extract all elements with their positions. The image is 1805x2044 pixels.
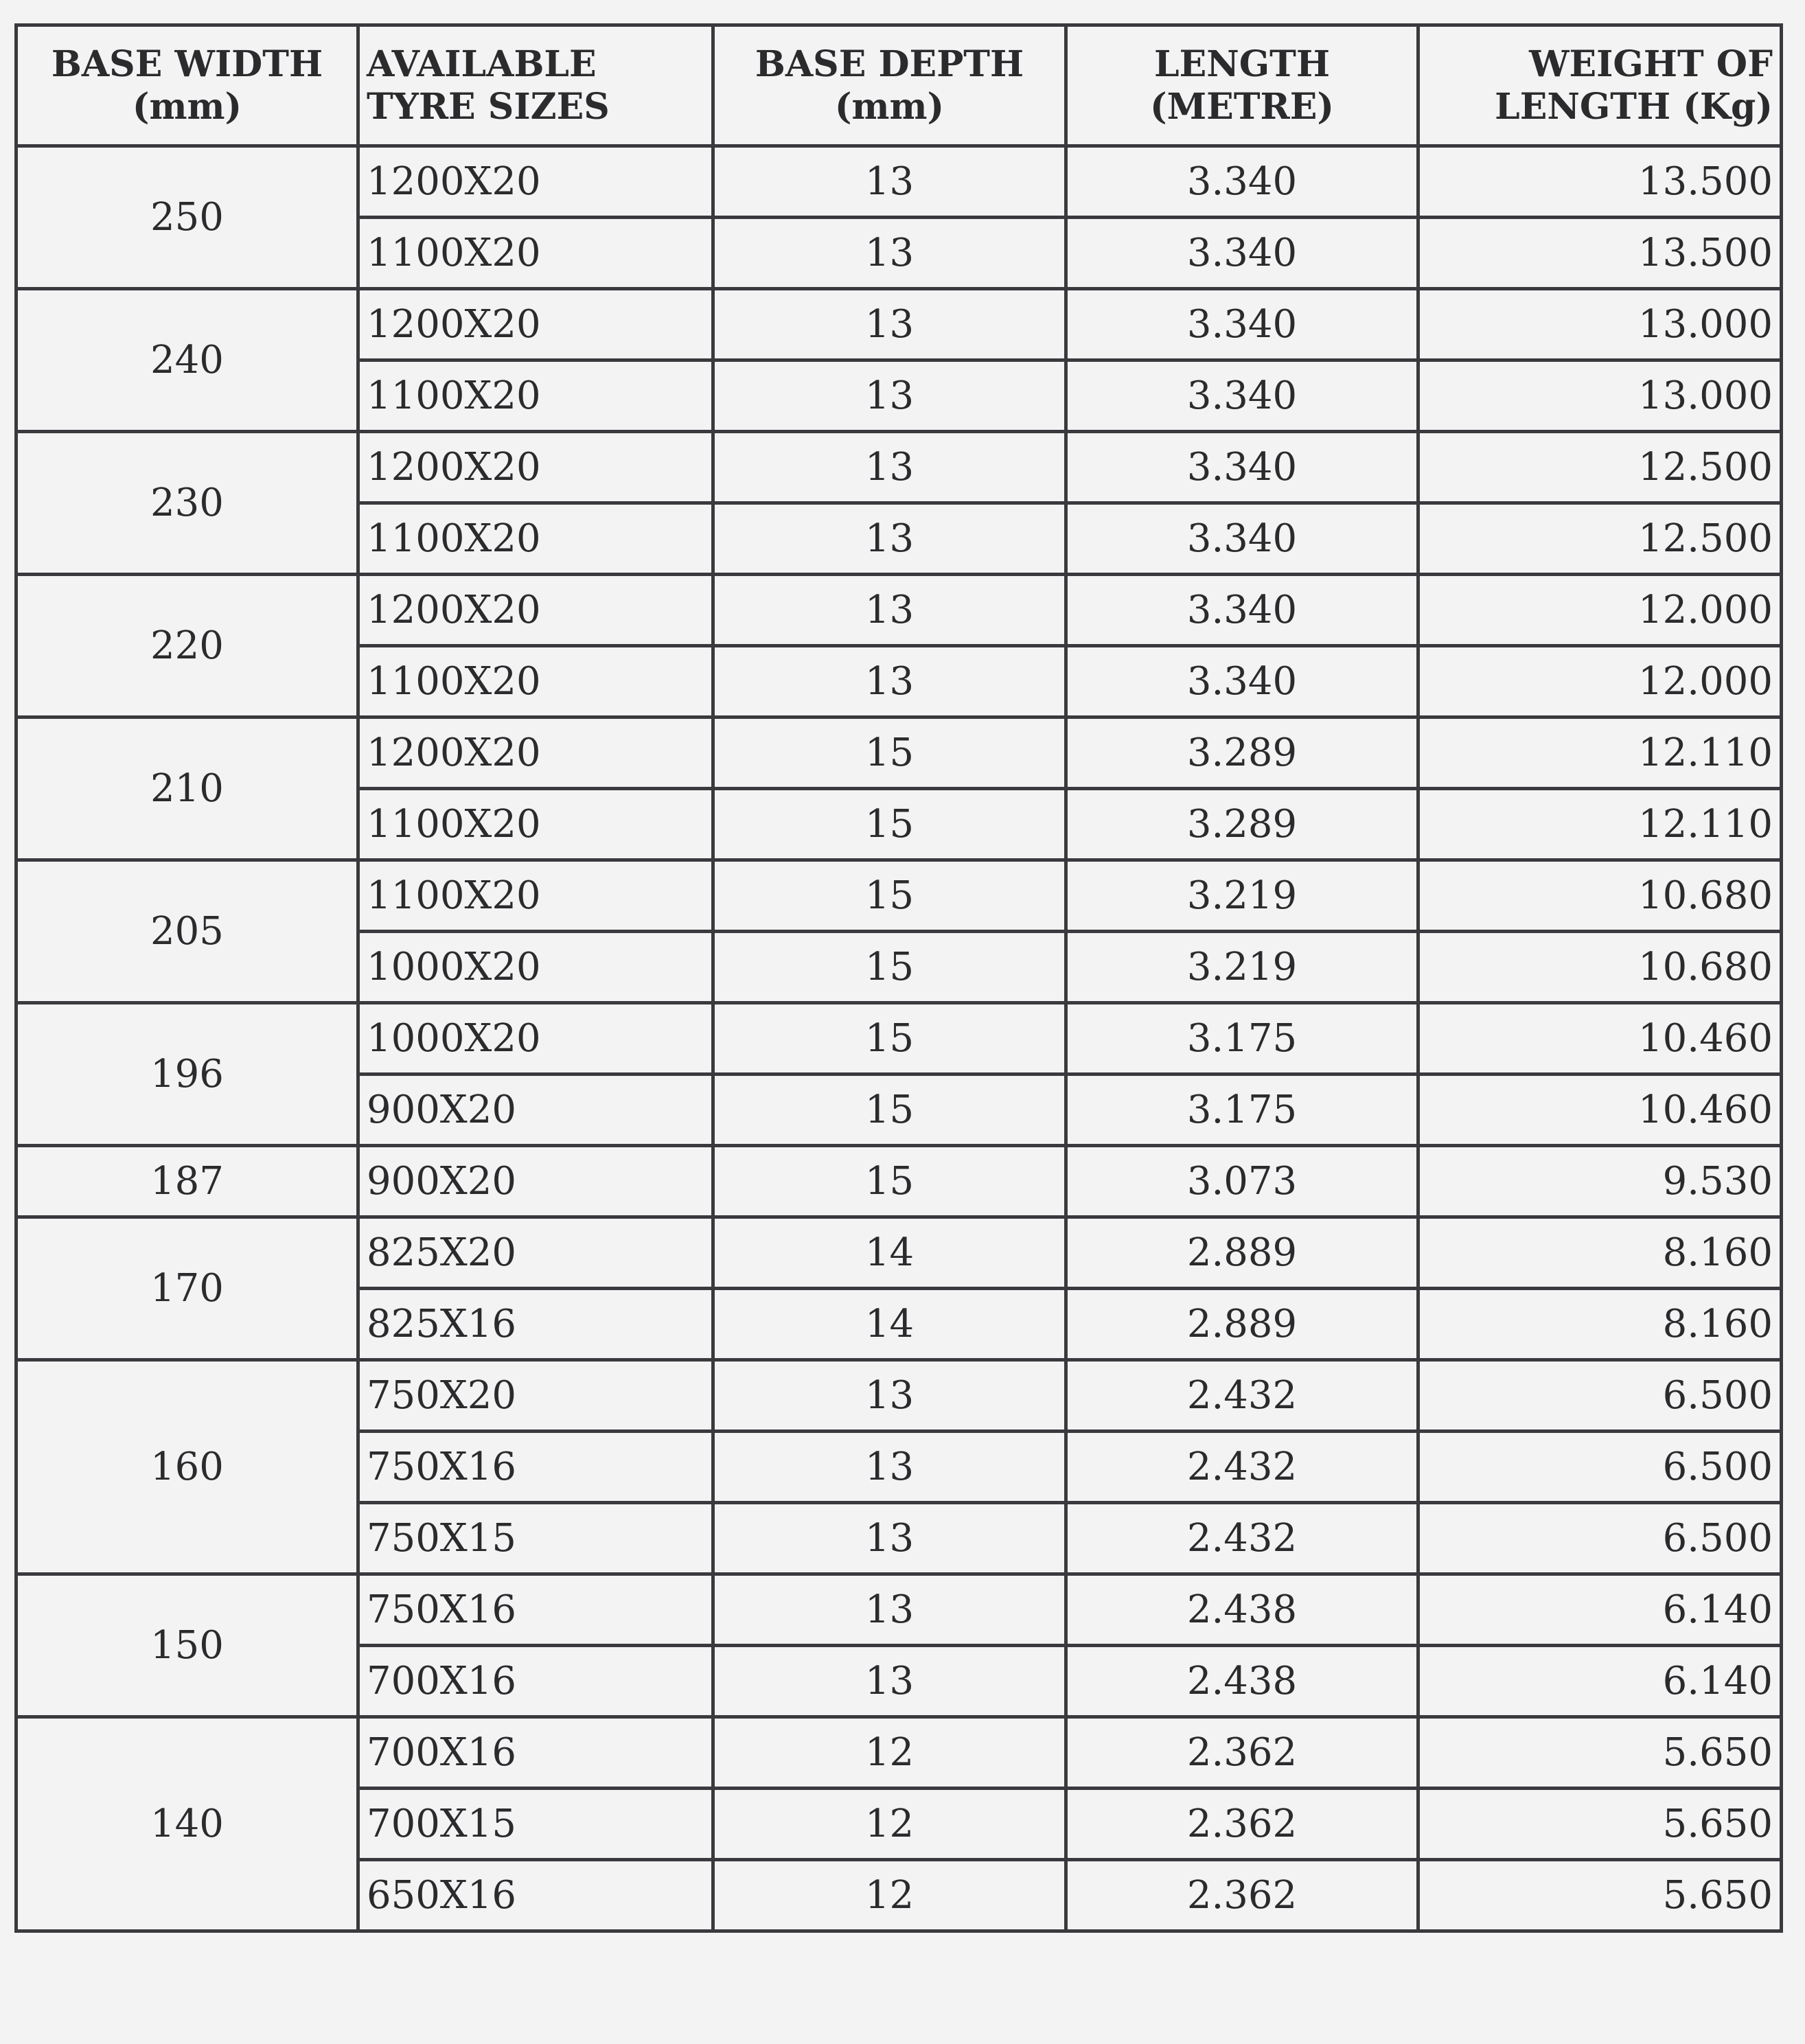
table-row	[16, 1003, 1782, 1075]
tyre-size-cell: 1100X20	[358, 646, 713, 717]
length-cell: 3.175	[1066, 1003, 1418, 1075]
length-cell: 3.073	[1066, 1146, 1418, 1217]
weight-cell: 13.000	[1418, 360, 1782, 432]
weight-cell: 6.500	[1418, 1432, 1782, 1503]
base-depth-cell: 13	[713, 146, 1066, 218]
tyre-size-cell: 700X16	[358, 1646, 713, 1717]
weight-cell: 8.160	[1418, 1217, 1782, 1289]
table-row	[16, 1717, 1782, 1789]
table-row	[16, 575, 1782, 646]
base-width-cell: 150	[16, 1574, 358, 1717]
header-tyre-sizes-line1: AVAILABLE	[367, 43, 597, 86]
tyre-size-cell: 1100X20	[358, 503, 713, 575]
tyre-size-cell: 700X16	[358, 1717, 713, 1789]
weight-cell: 6.140	[1418, 1574, 1782, 1646]
weight-cell: 13.500	[1418, 146, 1782, 218]
header-length	[1066, 25, 1418, 146]
base-width-cell: 230	[16, 432, 358, 575]
header-weight-line1: WEIGHT OF	[1529, 43, 1773, 86]
base-depth-cell: 13	[713, 1574, 1066, 1646]
tyre-size-cell: 900X20	[358, 1075, 713, 1146]
tyre-size-cell: 825X16	[358, 1289, 713, 1360]
length-cell: 3.289	[1066, 789, 1418, 860]
header-tyre-sizes-line2: TYRE SIZES	[367, 85, 610, 128]
base-depth-cell: 13	[713, 432, 1066, 503]
table-row	[16, 1574, 1782, 1646]
length-cell: 3.340	[1066, 289, 1418, 360]
length-cell: 2.889	[1066, 1217, 1418, 1289]
base-depth-cell: 15	[713, 789, 1066, 860]
base-width-cell: 240	[16, 289, 358, 432]
tyre-size-cell: 1100X20	[358, 360, 713, 432]
header-weight-line2: LENGTH (Kg)	[1495, 85, 1773, 128]
weight-cell: 13.500	[1418, 218, 1782, 289]
tyre-spec-table	[14, 23, 1783, 1933]
base-depth-cell: 15	[713, 1003, 1066, 1075]
length-cell: 3.289	[1066, 717, 1418, 789]
base-width-cell: 220	[16, 575, 358, 717]
length-cell: 3.340	[1066, 432, 1418, 503]
base-depth-cell: 13	[713, 289, 1066, 360]
base-width-cell: 205	[16, 860, 358, 1003]
table-row	[16, 717, 1782, 789]
base-depth-cell: 14	[713, 1217, 1066, 1289]
tyre-size-cell: 1200X20	[358, 575, 713, 646]
table-row	[16, 1146, 1782, 1217]
base-width-cell: 250	[16, 146, 358, 289]
weight-cell: 6.500	[1418, 1503, 1782, 1574]
length-cell: 2.432	[1066, 1432, 1418, 1503]
weight-cell: 12.500	[1418, 432, 1782, 503]
header-weight	[1418, 25, 1782, 146]
table-body	[16, 146, 1782, 1931]
table-row	[16, 289, 1782, 360]
tyre-size-cell: 750X20	[358, 1360, 713, 1432]
base-depth-cell: 12	[713, 1789, 1066, 1860]
tyre-size-cell: 1000X20	[358, 932, 713, 1003]
base-depth-cell: 13	[713, 1503, 1066, 1574]
base-depth-cell: 15	[713, 1146, 1066, 1217]
weight-cell: 6.500	[1418, 1360, 1782, 1432]
weight-cell: 8.160	[1418, 1289, 1782, 1360]
table-row	[16, 146, 1782, 218]
length-cell: 2.432	[1066, 1503, 1418, 1574]
base-depth-cell: 15	[713, 860, 1066, 932]
tyre-size-cell: 1200X20	[358, 432, 713, 503]
length-cell: 3.340	[1066, 360, 1418, 432]
base-depth-cell: 12	[713, 1860, 1066, 1931]
tyre-size-cell: 1200X20	[358, 146, 713, 218]
length-cell: 2.438	[1066, 1574, 1418, 1646]
header-base-depth	[713, 25, 1066, 146]
header-base-width	[16, 25, 358, 146]
base-width-cell: 196	[16, 1003, 358, 1146]
tyre-size-cell: 1100X20	[358, 789, 713, 860]
header-base-width-line2: (mm)	[132, 85, 242, 128]
weight-cell: 6.140	[1418, 1646, 1782, 1717]
weight-cell: 5.650	[1418, 1789, 1782, 1860]
table-row	[16, 432, 1782, 503]
base-depth-cell: 15	[713, 1075, 1066, 1146]
weight-cell: 12.110	[1418, 789, 1782, 860]
tyre-size-cell: 750X15	[358, 1503, 713, 1574]
base-depth-cell: 13	[713, 360, 1066, 432]
table-row	[16, 1217, 1782, 1289]
tyre-size-cell: 1100X20	[358, 218, 713, 289]
weight-cell: 12.110	[1418, 717, 1782, 789]
table-row	[16, 1360, 1782, 1432]
length-cell: 2.362	[1066, 1789, 1418, 1860]
base-depth-cell: 13	[713, 1432, 1066, 1503]
length-cell: 2.438	[1066, 1646, 1418, 1717]
weight-cell: 12.000	[1418, 575, 1782, 646]
tyre-size-cell: 1200X20	[358, 289, 713, 360]
base-width-cell: 160	[16, 1360, 358, 1574]
base-depth-cell: 13	[713, 503, 1066, 575]
base-depth-cell: 13	[713, 646, 1066, 717]
weight-cell: 10.460	[1418, 1075, 1782, 1146]
base-width-cell: 170	[16, 1217, 358, 1360]
base-width-cell: 210	[16, 717, 358, 860]
tyre-size-cell: 1100X20	[358, 860, 713, 932]
weight-cell: 10.680	[1418, 860, 1782, 932]
length-cell: 3.175	[1066, 1075, 1418, 1146]
header-length-line2: (METRE)	[1150, 85, 1334, 128]
weight-cell: 9.530	[1418, 1146, 1782, 1217]
header-base-depth-line2: (mm)	[834, 85, 945, 128]
base-depth-cell: 15	[713, 932, 1066, 1003]
length-cell: 3.340	[1066, 575, 1418, 646]
base-depth-cell: 14	[713, 1289, 1066, 1360]
tyre-size-cell: 900X20	[358, 1146, 713, 1217]
base-depth-cell: 13	[713, 218, 1066, 289]
weight-cell: 5.650	[1418, 1860, 1782, 1931]
tyre-size-cell: 700X15	[358, 1789, 713, 1860]
table-row	[16, 860, 1782, 932]
header-base-width-line1: BASE WIDTH	[51, 43, 323, 86]
length-cell: 2.362	[1066, 1717, 1418, 1789]
length-cell: 2.432	[1066, 1360, 1418, 1432]
base-depth-cell: 13	[713, 575, 1066, 646]
header-base-depth-line1: BASE DEPTH	[755, 43, 1024, 86]
tyre-size-cell: 750X16	[358, 1574, 713, 1646]
tyre-size-cell: 825X20	[358, 1217, 713, 1289]
tyre-size-cell: 1200X20	[358, 717, 713, 789]
weight-cell: 5.650	[1418, 1717, 1782, 1789]
base-width-cell: 140	[16, 1717, 358, 1931]
base-depth-cell: 13	[713, 1360, 1066, 1432]
length-cell: 3.219	[1066, 932, 1418, 1003]
weight-cell: 10.680	[1418, 932, 1782, 1003]
tyre-size-cell: 650X16	[358, 1860, 713, 1931]
weight-cell: 12.000	[1418, 646, 1782, 717]
length-cell: 3.340	[1066, 503, 1418, 575]
length-cell: 3.340	[1066, 218, 1418, 289]
tyre-size-cell: 750X16	[358, 1432, 713, 1503]
header-row	[16, 25, 1782, 146]
header-tyre-sizes	[358, 25, 713, 146]
header-length-line1: LENGTH	[1154, 43, 1330, 86]
base-depth-cell: 13	[713, 1646, 1066, 1717]
tyre-size-cell: 1000X20	[358, 1003, 713, 1075]
weight-cell: 12.500	[1418, 503, 1782, 575]
length-cell: 2.362	[1066, 1860, 1418, 1931]
length-cell: 3.340	[1066, 146, 1418, 218]
weight-cell: 13.000	[1418, 289, 1782, 360]
base-depth-cell: 15	[713, 717, 1066, 789]
base-width-cell: 187	[16, 1146, 358, 1217]
length-cell: 3.340	[1066, 646, 1418, 717]
weight-cell: 10.460	[1418, 1003, 1782, 1075]
length-cell: 2.889	[1066, 1289, 1418, 1360]
base-depth-cell: 12	[713, 1717, 1066, 1789]
length-cell: 3.219	[1066, 860, 1418, 932]
